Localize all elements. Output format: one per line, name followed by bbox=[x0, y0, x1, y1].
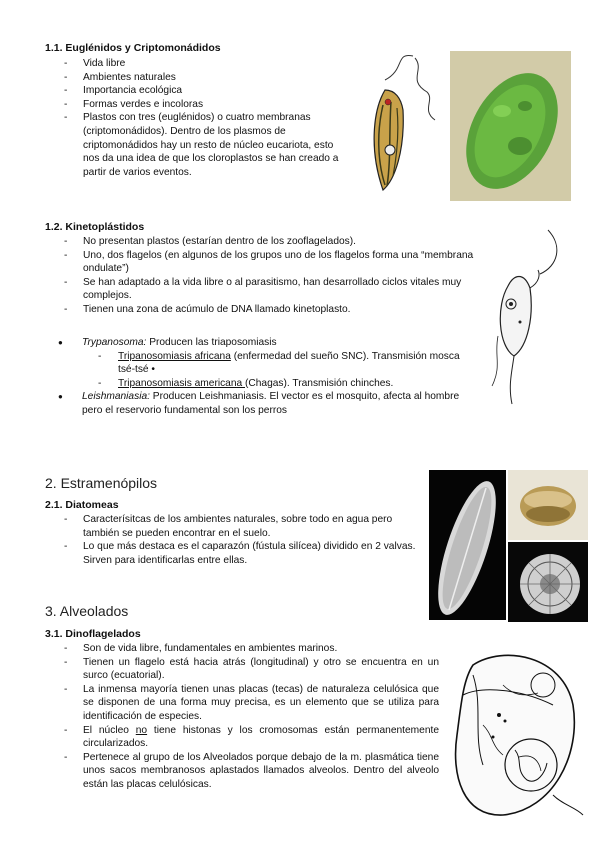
section-1-2-list bbox=[64, 235, 474, 317]
list-item: - Tienen una zona de acúmulo de DNA llamado kinetoplasto. bbox=[64, 303, 474, 317]
list-item-trypanosoma bbox=[56, 336, 476, 390]
list-item: - Ambientes naturales bbox=[64, 71, 344, 85]
section-1-2-title: 1.2. Kinetoplástidos bbox=[45, 221, 145, 233]
list-item: - Se han adaptado a la vida libre o al parasitismo, han desarrollado ciclos vitales muy complejos. bbox=[64, 276, 474, 303]
diatom-radial-image bbox=[508, 542, 588, 622]
section-1-1-list bbox=[64, 57, 344, 179]
euglena-micrograph-image bbox=[450, 51, 571, 201]
list-item: - Tripanosomiasis americana (Chagas). Transmisión chinches. bbox=[98, 377, 476, 391]
list-item: - Son de vida libre, fundamentales en ambientes marinos. bbox=[64, 642, 439, 656]
list-item: - Pertenece al grupo de los Alveolados porque debajo de la m. plasmática tiene unos sacos membranosos aplastados llamados alveolos. Dentro del alveolo están las placas celulósicas. bbox=[64, 751, 439, 792]
list-item: - Formas verdes e incoloras bbox=[64, 98, 344, 112]
section-2-title: 2. Estramenópilos bbox=[45, 475, 158, 491]
diatom-sem-image bbox=[429, 470, 506, 620]
list-item: - Tripanosomiasis africana (enfermedad del sueño SNC). Transmisión mosca tsé-tsé • bbox=[98, 350, 476, 377]
list-item: - La inmensa mayoría tienen unas placas (tecas) de naturaleza celulósica que se disponen de una forma muy precisa, es un elemento que se utiliza para identificación de especies. bbox=[64, 683, 439, 724]
trypanosoma-drawing-image bbox=[478, 226, 573, 406]
euglena-drawing-image bbox=[355, 50, 450, 200]
list-item: - Tienen un flagelo está hacia atrás (longitudinal) y otro se encuentra en un surco (ecuatorial). bbox=[64, 656, 439, 683]
section-3-1-list bbox=[64, 642, 439, 792]
list-item: - El núcleo no tiene histonas y los cromosomas están permanentemente circularizados. bbox=[64, 724, 439, 751]
list-item: - Vida libre bbox=[64, 57, 344, 71]
trypanosoma-text: Producen las triaposomiasis bbox=[146, 337, 277, 348]
trypanosoma-name: Trypanosoma: bbox=[82, 337, 147, 348]
list-item: - Caracterísitcas de los ambientes naturales, sobre todo en agua pero también se pueden encontrar en el suelo. bbox=[64, 513, 422, 540]
list-item: - No presentan plastos (estarían dentro de los zooflagelados). bbox=[64, 235, 474, 249]
section-2-1-list bbox=[64, 513, 422, 567]
list-item: - Plastos con tres (euglénidos) o cuatro membranas (criptomonádidos). Dentro de los plasmos de criptomonádidos hay un resto de núcleo eucariota, esto nos da una idea de que los cloroplastos se han creado a partir de varios eventos. bbox=[64, 111, 344, 179]
list-item: - Importancia ecológica bbox=[64, 84, 344, 98]
leishmaniasia-text: Producen Leishmaniasis. El vector es el mosquito, afecta al hombre pero el reservorio fundamental son los perros bbox=[82, 391, 460, 416]
list-item-leishmaniasia bbox=[56, 390, 476, 417]
list-item: - Uno, dos flagelos (en algunos de los grupos uno de los flagelos forma una “membrana ondulate”) bbox=[64, 249, 474, 276]
section-3-1-title: 3.1. Dinoflagelados bbox=[45, 628, 141, 640]
leishmaniasia-name: Leishmaniasia: bbox=[82, 391, 150, 403]
section-2-1-title: 2.1. Diatomeas bbox=[45, 499, 119, 511]
dinoflagellate-drawing-image bbox=[443, 645, 586, 820]
list-item: - Lo que más destaca es el caparazón (fústula silícea) dividido en 2 valvas. Sirven para identificarlas entre ellas. bbox=[64, 540, 422, 567]
section-1-1-title: 1.1. Euglénidos y Criptomonádidos bbox=[45, 42, 221, 54]
trypanosoma-sub-list bbox=[98, 350, 476, 391]
diatom-light-image bbox=[508, 470, 588, 540]
parasite-list bbox=[56, 336, 476, 418]
section-3-title: 3. Alveolados bbox=[45, 603, 129, 619]
